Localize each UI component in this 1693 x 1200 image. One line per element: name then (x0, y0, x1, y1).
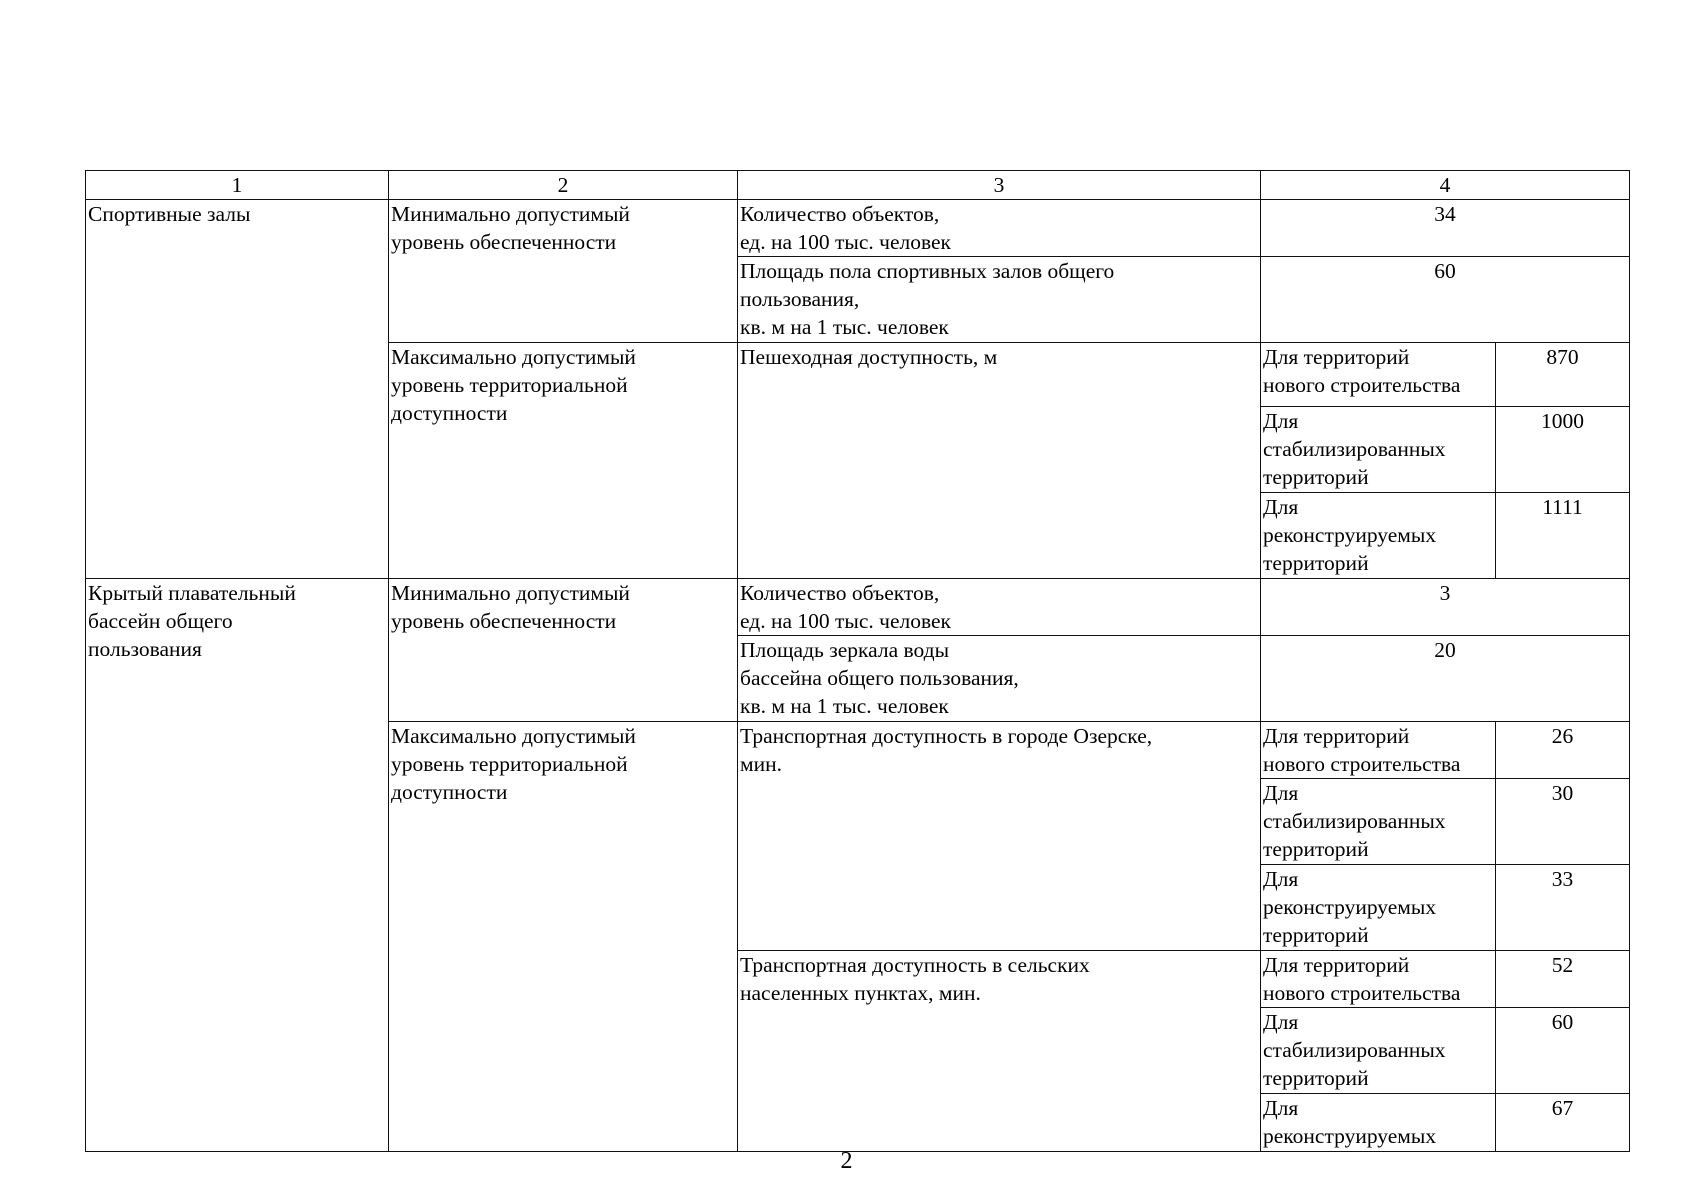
territory-value: 67 (1496, 1094, 1630, 1152)
indicator-label: Количество объектов, ед. на 100 тыс. человек (738, 200, 1261, 257)
indicator-value: 60 (1261, 257, 1630, 343)
header-col-4: 4 (1261, 171, 1630, 200)
max-level-label: Максимально допустимый уровень территориальной доступности (389, 343, 738, 579)
facility-name: Спортивные залы (86, 200, 389, 579)
territory-value: 870 (1496, 343, 1630, 407)
territory-label: Для территорий нового строительства (1261, 343, 1496, 407)
accessibility-label: Транспортная доступность в сельских населенных пунктах, мин. (738, 951, 1261, 1152)
territory-label: Для реконструируемых (1261, 1094, 1496, 1152)
territory-value: 52 (1496, 951, 1630, 1008)
territory-label: Для территорий нового строительства (1261, 722, 1496, 779)
territory-label: Для реконструируемых территорий (1261, 493, 1496, 579)
header-row (86, 171, 1630, 200)
min-level-label: Минимально допустимый уровень обеспеченности (389, 579, 738, 722)
territory-label: Для стабилизированных территорий (1261, 407, 1496, 493)
territory-value: 30 (1496, 779, 1630, 865)
territory-label: Для стабилизированных территорий (1261, 1008, 1496, 1094)
header-col-3: 3 (738, 171, 1261, 200)
norms-table (85, 170, 1630, 1152)
territory-label: Для территорий нового строительства (1261, 951, 1496, 1008)
territory-value: 1111 (1496, 493, 1630, 579)
indicator-value: 20 (1261, 636, 1630, 722)
territory-value: 1000 (1496, 407, 1630, 493)
indicator-label: Площадь пола спортивных залов общего пользования, кв. м на 1 тыс. человек (738, 257, 1261, 343)
territory-value: 26 (1496, 722, 1630, 779)
indicator-label: Площадь зеркала воды бассейна общего пользования, кв. м на 1 тыс. человек (738, 636, 1261, 722)
min-level-label: Минимально допустимый уровень обеспеченности (389, 200, 738, 343)
indicator-label: Количество объектов, ед. на 100 тыс. человек (738, 579, 1261, 636)
indicator-value: 3 (1261, 579, 1630, 636)
indicator-value: 34 (1261, 200, 1630, 257)
accessibility-label: Транспортная доступность в городе Озерске, мин. (738, 722, 1261, 951)
header-col-1: 1 (86, 171, 389, 200)
facility-name: Крытый плавательный бассейн общего пользования (86, 579, 389, 1152)
territory-label: Для реконструируемых территорий (1261, 865, 1496, 951)
header-col-2: 2 (389, 171, 738, 200)
page-number: 2 (840, 1148, 853, 1174)
territory-value: 33 (1496, 865, 1630, 951)
territory-value: 60 (1496, 1008, 1630, 1094)
max-level-label: Максимально допустимый уровень территориальной доступности (389, 722, 738, 1152)
table-row (86, 200, 1630, 257)
territory-label: Для стабилизированных территорий (1261, 779, 1496, 865)
table-row (86, 579, 1630, 636)
accessibility-label: Пешеходная доступность, м (738, 343, 1261, 579)
